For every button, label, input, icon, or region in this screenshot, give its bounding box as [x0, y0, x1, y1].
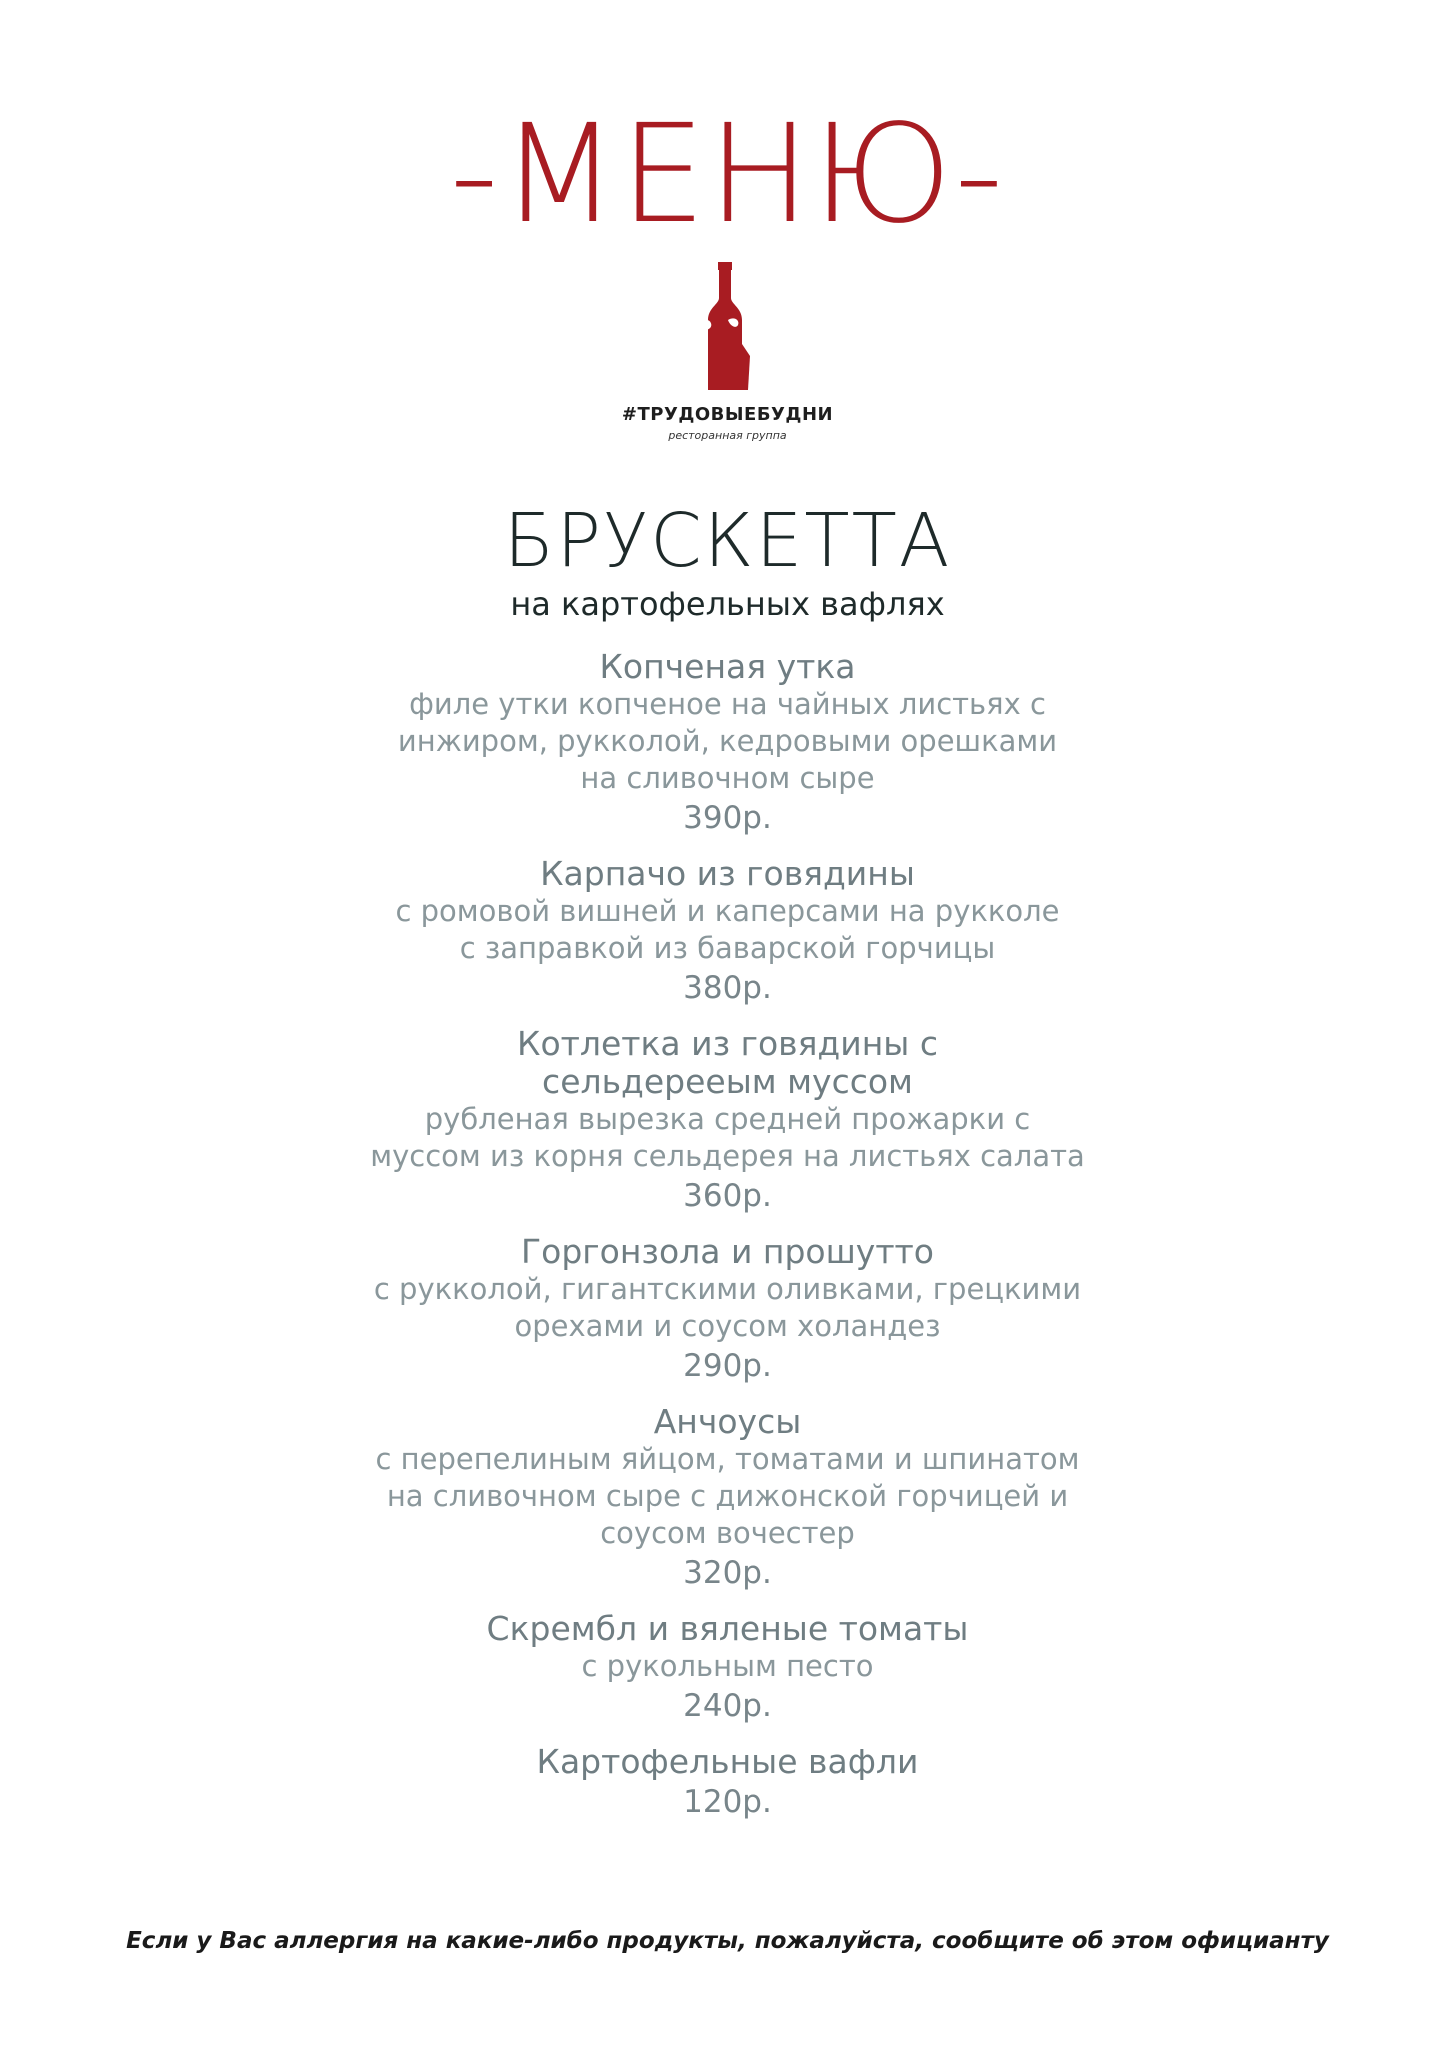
menu-item	[0, 1743, 1455, 1823]
item-price: 290р.	[683, 1348, 772, 1384]
item-description	[0, 1648, 1455, 1685]
item-description-line: на сливочном сыре	[580, 761, 875, 795]
menu-item	[0, 855, 1455, 1009]
item-name	[0, 1233, 1455, 1271]
item-description-line: с рукольным песто	[581, 1649, 874, 1683]
item-description-line: с перепелиным яйцом, томатами и шпинатом	[375, 1442, 1080, 1476]
item-description	[0, 1441, 1455, 1552]
item-price: 390р.	[683, 800, 772, 836]
item-price: 320р.	[683, 1555, 772, 1591]
item-description	[0, 893, 1455, 967]
item-description	[0, 1101, 1455, 1175]
brand-logo	[0, 262, 1455, 442]
item-name-line: Горгонзола и прошутто	[521, 1232, 934, 1271]
item-name-line: Карпачо из говядины	[540, 854, 915, 893]
menu-item	[0, 1610, 1455, 1727]
item-price: 380р.	[683, 970, 772, 1006]
menu-item	[0, 1025, 1455, 1217]
item-price: 120р.	[683, 1784, 772, 1820]
item-description-line: рубленая вырезка средней прожарки с	[424, 1102, 1031, 1136]
menu-items-list	[0, 648, 1455, 1839]
item-description	[0, 1271, 1455, 1345]
item-description-line: с ромовой вишней и каперсами на рукколе	[395, 894, 1060, 928]
menu-item	[0, 1403, 1455, 1594]
item-name-line: Картофельные вафли	[536, 1742, 919, 1781]
item-name	[0, 1743, 1455, 1781]
section-subtitle: на картофельных вафлях	[510, 585, 945, 623]
item-name-line: Анчоусы	[653, 1402, 802, 1441]
item-description	[0, 686, 1455, 797]
allergy-note: Если у Вас аллергия на какие-либо продукты, пожалуйста, сообщите об этом официанту	[126, 1928, 1329, 1954]
section-title: БРУСКЕТТА	[503, 498, 952, 584]
item-price: 360р.	[683, 1178, 772, 1214]
item-description-line: на сливочном сыре с дижонской горчицей и	[386, 1479, 1069, 1513]
item-name	[0, 1403, 1455, 1441]
item-name	[0, 1025, 1455, 1101]
item-name	[0, 1610, 1455, 1648]
item-description-line: инжиром, рукколой, кедровыми орешками	[397, 724, 1058, 758]
item-description-line: соусом вочестер	[600, 1516, 855, 1550]
item-description-line: с заправкой из баварской горчицы	[459, 931, 996, 965]
menu-item	[0, 648, 1455, 839]
item-name-line: Котлетка из говядины с	[517, 1024, 938, 1063]
item-description-line: муссом из корня сельдерея на листьях салата	[370, 1139, 1085, 1173]
item-name	[0, 648, 1455, 686]
brand-name: #ТРУДОВЫЕБУДНИ	[621, 404, 834, 425]
item-description-line: филе утки копченое на чайных листьях с	[409, 687, 1046, 721]
brand-subtitle: ресторанная группа	[668, 429, 787, 442]
menu-item	[0, 1233, 1455, 1387]
item-name-line: Скрембл и вяленые томаты	[486, 1609, 969, 1648]
item-description-line: орехами и соусом холандез	[514, 1309, 941, 1343]
item-price: 240р.	[683, 1688, 772, 1724]
menu-title: -МЕНЮ-	[449, 96, 1006, 254]
item-name-line: сельдерееым муссом	[542, 1062, 913, 1101]
item-name	[0, 855, 1455, 893]
item-description-line: с рукколой, гигантскими оливками, грецкими	[373, 1272, 1082, 1306]
wine-bottle-icon	[688, 262, 768, 392]
item-name-line: Копченая утка	[599, 647, 856, 686]
